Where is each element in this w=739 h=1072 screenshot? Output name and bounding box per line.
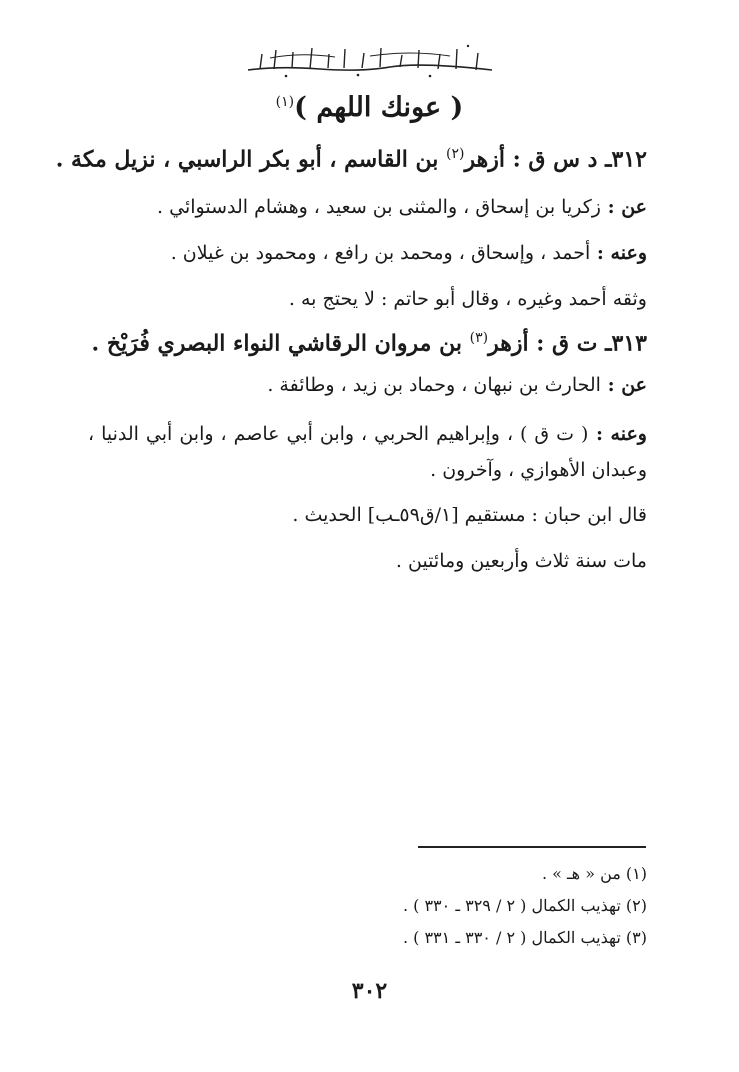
footnote-3: (٣) تهذيب الكمال ( ٢ / ٣٣٠ ـ ٣٣١ ) . (402, 928, 647, 947)
entry-313-name: ٣١٣ـ ت ق : أزهر (488, 330, 647, 357)
entry-313-narrated-from (267, 374, 647, 396)
label-an: عن : (600, 374, 647, 396)
entry-312-narrated-by (171, 242, 647, 264)
entry-312-name: ٣١٢ـ د س ق : أزهر (464, 146, 647, 173)
entry-312-narrated-from (157, 196, 647, 218)
entry-313-heading (92, 330, 647, 356)
entry-313-footnote-ref: (٣) (469, 330, 489, 346)
footnote-2: (٢) تهذيب الكمال ( ٢ / ٣٢٩ ـ ٣٣٠ ) . (402, 896, 647, 915)
page-title (0, 92, 739, 123)
title-text: ( عونك اللهم ) (294, 92, 464, 123)
entry-312-footnote-ref: (٢) (446, 146, 465, 162)
label-wa-anhu: وعنه : (590, 242, 647, 264)
entry-312-grading: وثقه أحمد وغيره ، وقال أبو حاتم : لا يحتج به . (288, 288, 647, 310)
entry-312-heading (56, 146, 647, 172)
entry-313-description: بن مروان الرقاشي النواء البصري فُرَيْخ . (91, 330, 470, 357)
narrators-by: ( ت ق ) ، وإبراهيم الحربي ، وابن أبي عاصم ، وابن أبي الدنيا ، وعبدان الأهوازي ، وآخرون . (88, 423, 647, 481)
label-wa-anhu: وعنه : (588, 423, 647, 445)
page-number: ٣٠٢ (351, 978, 388, 1004)
footnote-1: (١) من « هـ » . (541, 864, 647, 883)
basmala-calligraphy-image (240, 40, 500, 80)
basmala-calligraphy (0, 40, 739, 84)
footnote-separator (418, 846, 646, 848)
narrators-from: زكريا بن إسحاق ، والمثنى بن سعيد ، وهشام الدستوائي . (157, 196, 601, 218)
label-an: عن : (600, 196, 647, 218)
entry-312-description: بن القاسم ، أبو بكر الراسبي ، نزيل مكة . (55, 146, 447, 173)
entry-313-death: مات سنة ثلاث وأربعين ومائتين . (395, 550, 647, 572)
title-footnote-ref: (١) (275, 94, 295, 110)
entry-313-ibn-hibban: قال ابن حبان : مستقيم [١/ق٥٩ـب] الحديث . (292, 504, 647, 526)
entry-313-narrated-by (88, 416, 647, 488)
narrators-from: الحارث بن نبهان ، وحماد بن زيد ، وطائفة . (267, 374, 601, 396)
narrators-by: أحمد ، وإسحاق ، ومحمد بن رافع ، ومحمود بن غيلان . (170, 242, 591, 264)
